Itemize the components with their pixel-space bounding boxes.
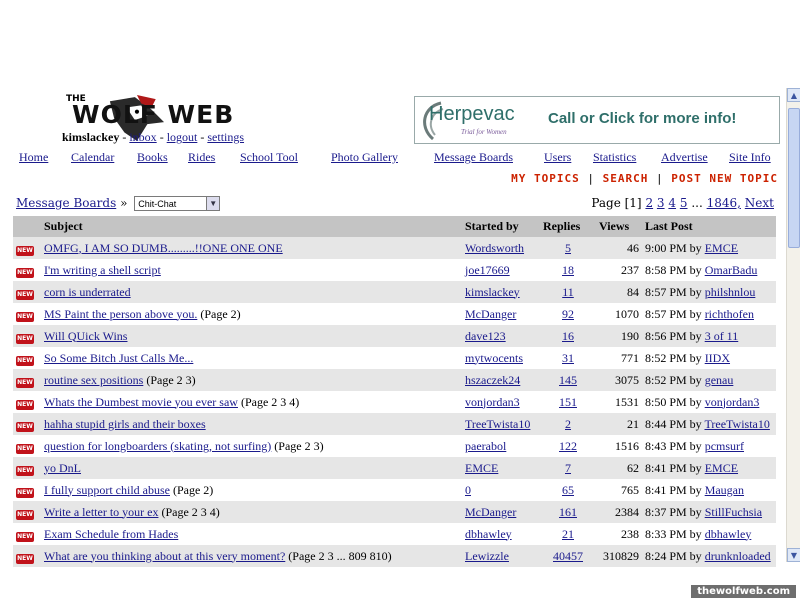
topic-subject-link[interactable]: MS Paint the person above you. [44, 306, 198, 321]
topic-starter-link[interactable]: dave123 [465, 328, 506, 343]
nav-rides[interactable]: Rides [188, 150, 216, 164]
topic-starter-link[interactable]: Lewizzle [465, 548, 509, 563]
topic-replies-link[interactable]: 16 [562, 328, 574, 343]
logout-link[interactable]: logout [166, 130, 198, 144]
topic-subject-link[interactable]: yo DnL [44, 460, 81, 475]
topics-table [13, 216, 776, 567]
topic-subject-link[interactable]: So Some Bitch Just Calls Me... [44, 350, 194, 365]
username: kimslackey [62, 130, 120, 144]
settings-link[interactable]: settings [207, 130, 245, 144]
topic-replies-link[interactable]: 161 [559, 504, 577, 519]
topic-starter-link[interactable]: EMCE [465, 460, 499, 475]
topic-views: 771 [621, 350, 639, 365]
topic-pages[interactable]: (Page 2 3 ... 809 810) [288, 548, 392, 563]
topic-pages[interactable]: (Page 2) [172, 482, 214, 497]
scrollbar-thumb[interactable] [788, 108, 800, 248]
last-post-time: 8:24 PM by [645, 548, 702, 563]
new-topic-icon: NEW [17, 334, 33, 342]
herpevac-ad-banner[interactable] [414, 96, 780, 144]
search-link[interactable]: SEARCH [602, 172, 649, 185]
page-link[interactable]: 5 [679, 196, 688, 210]
nav-site-info[interactable]: Site Info [729, 150, 771, 164]
page-link-last[interactable]: 1846, [706, 196, 741, 210]
new-topic-icon: NEW [17, 554, 33, 562]
topic-starter-link[interactable]: McDanger [465, 306, 517, 321]
topic-starter-link[interactable]: vonjordan3 [465, 394, 520, 409]
last-post-user-link[interactable]: pcmsurf [704, 438, 745, 453]
last-post-user-link[interactable]: Maugan [704, 482, 745, 497]
topic-replies-link[interactable]: 40457 [553, 548, 583, 563]
breadcrumb: Message Boards » Chit-Chat ▼ [16, 196, 220, 211]
my-topics-link[interactable]: MY TOPICS [511, 172, 580, 185]
table-row [13, 347, 776, 369]
topic-starter-link[interactable]: paerabol [465, 438, 507, 453]
chevron-down-icon[interactable]: ▼ [206, 197, 219, 210]
topic-starter-link[interactable]: joe17669 [465, 262, 510, 277]
table-row [13, 435, 776, 457]
topic-views: 310829 [596, 545, 642, 567]
page-link[interactable]: 3 [656, 196, 665, 210]
page-link[interactable]: 2 [645, 196, 654, 210]
table-row [13, 281, 776, 303]
ad-call-to-action[interactable]: Call or Click for more info! [548, 110, 737, 127]
topic-starter-link[interactable]: 0 [465, 482, 471, 497]
topic-subject-link[interactable]: Exam Schedule from Hades [44, 526, 179, 541]
breadcrumb-message-boards[interactable]: Message Boards [16, 196, 117, 210]
nav-photo-gallery[interactable]: Photo Gallery [331, 150, 398, 164]
new-topic-icon: NEW [17, 312, 33, 320]
post-new-topic-link[interactable]: POST NEW TOPIC [671, 172, 778, 185]
last-post-user-link[interactable]: EMCE [704, 240, 739, 255]
topic-subject-link[interactable]: I'm writing a shell script [44, 262, 161, 277]
table-row [13, 325, 776, 347]
vertical-scrollbar[interactable] [786, 88, 800, 562]
topic-pages[interactable]: (Page 2 3) [146, 372, 196, 387]
inbox-link[interactable]: inbox [129, 130, 157, 144]
table-row [13, 369, 776, 391]
topic-views: 190 [596, 325, 642, 347]
header-replies: Replies [540, 216, 596, 237]
topic-pages[interactable]: (Page 2 3 4) [240, 394, 300, 409]
user-line: kimslackey - inbox - logout - settings [62, 130, 245, 144]
topic-views: 765 [621, 482, 639, 497]
topic-views: 1516 [615, 438, 639, 453]
topic-starter-link[interactable]: kimslackey [465, 284, 520, 299]
new-topic-icon: NEW [17, 488, 33, 496]
last-post-user-link[interactable]: richthofen [704, 306, 754, 321]
pagination [591, 196, 774, 210]
last-post-time: 8:37 PM by [645, 504, 702, 519]
new-topic-icon: NEW [17, 532, 33, 540]
topics-body [13, 237, 776, 567]
new-topic-icon: NEW [17, 466, 33, 474]
last-post-time: 8:57 PM by [645, 306, 702, 321]
topic-starter-link[interactable]: mytwocents [465, 350, 523, 365]
site-logo-text[interactable]: WOLF WEB [72, 100, 235, 129]
page-ellipsis: ... [691, 196, 703, 210]
table-row [13, 259, 776, 281]
nav-statistics[interactable]: Statistics [593, 150, 637, 164]
nav-books[interactable]: Books [137, 150, 168, 164]
last-post-user-link[interactable]: IIDX [704, 350, 731, 365]
logo-the: THE [66, 94, 86, 104]
next-page-link[interactable]: Next [744, 196, 774, 210]
topic-starter-link[interactable]: dbhawley [465, 526, 512, 541]
last-post-user-link[interactable]: dbhawley [704, 526, 752, 541]
topic-starter-link[interactable]: hszaczek24 [465, 372, 521, 387]
nav-home[interactable]: Home [19, 150, 49, 164]
current-page: Page [1] [591, 196, 642, 210]
last-post-user-link[interactable]: 3 of 11 [704, 328, 739, 343]
last-post-time: 8:41 PM by [645, 482, 702, 497]
table-header-row [13, 216, 776, 237]
topic-replies-link[interactable]: 92 [562, 306, 574, 321]
header-subject: Subject [41, 216, 462, 237]
topic-views: 62 [596, 457, 642, 479]
topic-starter-link[interactable]: Wordsworth [465, 240, 525, 255]
table-row [13, 457, 776, 479]
new-topic-icon: NEW [17, 268, 33, 276]
new-topic-icon: NEW [17, 400, 33, 408]
last-post-time: 8:43 PM by [645, 438, 702, 453]
last-post-time: 8:57 PM by [645, 284, 702, 299]
topic-views: 3075 [596, 369, 642, 391]
table-row [13, 523, 776, 545]
topic-pages[interactable]: (Page 2 3 4) [161, 504, 220, 519]
table-row [13, 237, 776, 259]
table-row [13, 479, 776, 501]
topic-views: 46 [596, 237, 642, 259]
topic-subject-link[interactable]: What are you thinking about at this very moment? [44, 548, 286, 563]
last-post-time: 9:00 PM by [645, 240, 702, 255]
last-post-time: 8:44 PM by [645, 416, 702, 431]
topic-subject-link[interactable]: hahha stupid girls and their boxes [44, 416, 206, 431]
topic-starter-link[interactable]: McDanger [465, 504, 517, 519]
page-link[interactable]: 4 [668, 196, 677, 210]
last-post-time: 8:58 PM by [645, 262, 702, 277]
topic-replies-link[interactable]: 145 [559, 372, 577, 387]
table-row [13, 501, 776, 523]
board-select[interactable] [134, 196, 220, 211]
topic-replies-link[interactable]: 31 [562, 350, 574, 365]
nav-calendar[interactable]: Calendar [71, 150, 115, 164]
ad-brand: Herpevac [429, 103, 515, 125]
board-select-value: Chit-Chat [138, 198, 177, 209]
topic-replies-link[interactable]: 122 [559, 438, 577, 453]
new-topic-icon: NEW [17, 378, 33, 386]
scroll-down-icon[interactable]: ▼ [787, 548, 800, 562]
last-post-time: 8:52 PM by [645, 350, 702, 365]
last-post-user-link[interactable]: StillFuchsia [704, 504, 763, 519]
topic-subject-link[interactable]: I fully support child abuse [44, 482, 170, 497]
topic-views: 237 [621, 262, 639, 277]
topic-subject-link[interactable]: question for longboarders (skating, not surfing) [44, 438, 272, 453]
topic-subject-link[interactable]: OMFG, I AM SO DUMB.........!!ONE ONE ONE [44, 240, 283, 255]
topic-views: 238 [621, 526, 639, 541]
last-post-user-link[interactable]: EMCE [704, 460, 739, 475]
topic-pages[interactable]: (Page 2 3) [274, 438, 324, 453]
last-post-user-link[interactable]: OmarBadu [704, 262, 758, 277]
nav-advertise[interactable]: Advertise [661, 150, 708, 164]
topic-pages[interactable]: (Page 2) [200, 306, 241, 321]
new-topic-icon: NEW [17, 356, 33, 364]
new-topic-icon: NEW [17, 290, 33, 298]
topic-replies-link[interactable]: 151 [559, 394, 577, 409]
topic-views: 21 [596, 413, 642, 435]
new-topic-icon: NEW [17, 444, 33, 452]
last-post-time: 8:52 PM by [645, 372, 702, 387]
last-post-user-link[interactable]: drunknloaded [704, 548, 771, 563]
last-post-time: 8:41 PM by [645, 460, 702, 475]
last-post-user-link[interactable]: philshnlou [704, 284, 756, 299]
topic-replies-link[interactable]: 2 [565, 416, 571, 431]
topic-replies-link[interactable]: 11 [562, 284, 574, 299]
last-post-user-link[interactable]: vonjordan3 [704, 394, 760, 409]
topic-subject-link[interactable]: corn is underrated [44, 284, 131, 299]
topic-subject-link[interactable]: Whats the Dumbest movie you ever saw [44, 394, 238, 409]
topic-subject-link[interactable]: Will QUick Wins [44, 328, 128, 343]
topic-replies-link[interactable]: 7 [565, 460, 571, 475]
topic-views: 2384 [596, 501, 642, 523]
topic-starter-link[interactable]: TreeTwista10 [465, 416, 531, 431]
topic-replies-link[interactable]: 5 [565, 240, 571, 255]
new-topic-icon: NEW [17, 510, 33, 518]
last-post-time: 8:50 PM by [645, 394, 702, 409]
ad-tagline: Trial for Women [461, 128, 507, 136]
topic-subject-link[interactable]: routine sex positions [44, 372, 144, 387]
nav-school-tool[interactable]: School Tool [240, 150, 298, 164]
last-post-time: 8:56 PM by [645, 328, 702, 343]
topic-replies-link[interactable]: 18 [562, 262, 574, 277]
nav-users[interactable]: Users [544, 150, 572, 164]
topic-subject-link[interactable]: Write a letter to your ex [44, 504, 159, 519]
table-row [13, 413, 776, 435]
watermark: thewolfweb.com [691, 585, 796, 598]
nav-message-boards[interactable]: Message Boards [434, 150, 513, 164]
topic-replies-link[interactable]: 65 [562, 482, 574, 497]
new-topic-icon: NEW [17, 246, 33, 254]
topic-views: 84 [596, 281, 642, 303]
table-row [13, 545, 776, 567]
table-row [13, 303, 776, 325]
scroll-up-icon[interactable]: ▲ [787, 88, 800, 102]
table-row [13, 391, 776, 413]
header-views: Views [596, 216, 642, 237]
topic-views: 1531 [615, 394, 639, 409]
header-last-post: Last Post [642, 216, 776, 237]
topic-actions: MY TOPICS | SEARCH | POST NEW TOPIC [511, 172, 778, 185]
topic-views: 1070 [615, 306, 639, 321]
last-post-user-link[interactable]: TreeTwista10 [704, 416, 770, 431]
new-topic-icon: NEW [17, 422, 33, 430]
last-post-user-link[interactable]: genau [704, 372, 734, 387]
header-started-by: Started by [462, 216, 540, 237]
last-post-time: 8:33 PM by [645, 526, 702, 541]
topic-replies-link[interactable]: 21 [562, 526, 574, 541]
